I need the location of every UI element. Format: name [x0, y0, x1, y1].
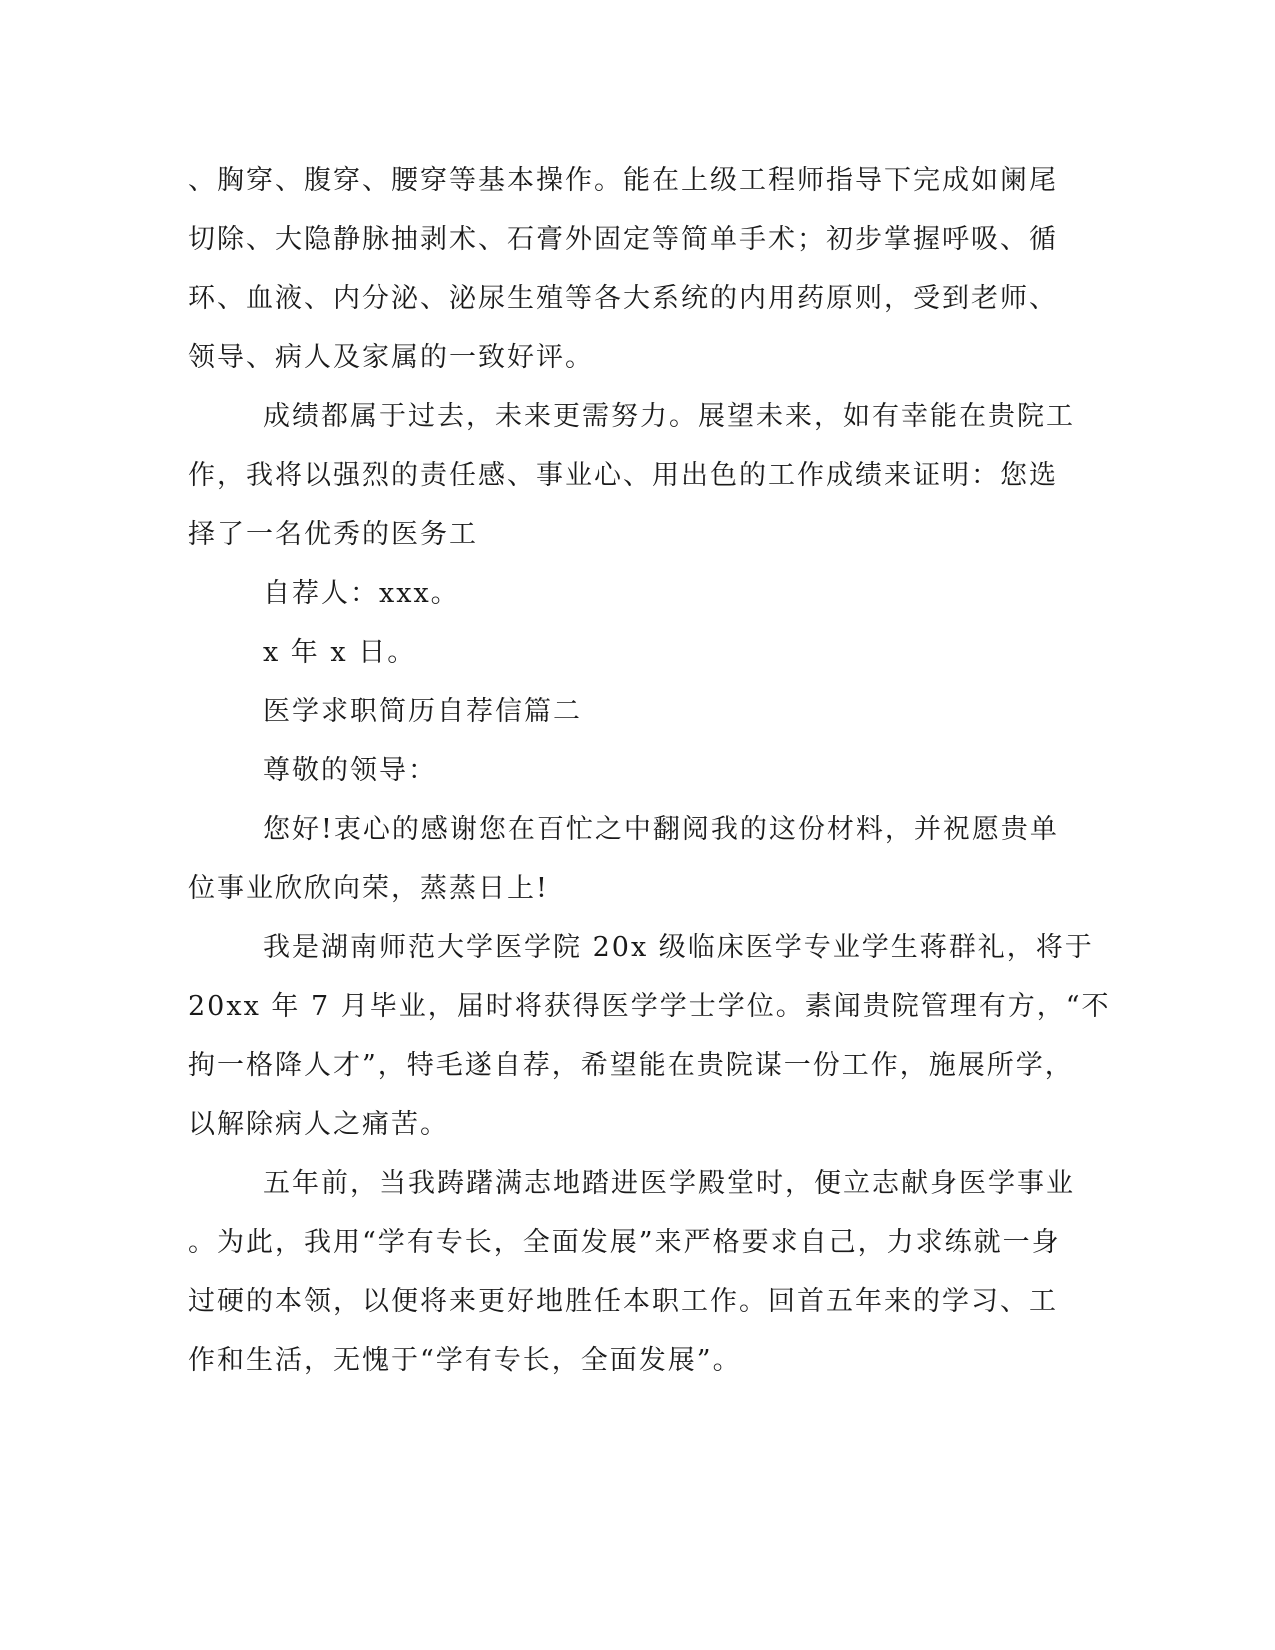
body-text-line: 过硬的本领，以便将来更好地胜任本职工作。回首五年来的学习、工: [188, 1286, 1058, 1317]
body-text-line: 20xx 年 7 月毕业，届时将获得医学学士学位。素闻贵院管理有方，“不: [188, 991, 1111, 1022]
signature-date: x 年 x 日。: [263, 637, 417, 668]
body-text-line: 择了一名优秀的医务工: [188, 519, 478, 550]
paragraph-first-line: 成绩都属于过去，未来更需努力。展望未来，如有幸能在贵院工: [263, 401, 1075, 432]
body-text-line: 领导、病人及家属的一致好评。: [188, 342, 594, 373]
body-text-line: 位事业欣欣向荣，蒸蒸日上!: [188, 873, 549, 904]
section-heading: 医学求职简历自荐信篇二: [263, 696, 582, 727]
body-text-line: 作和生活，无愧于“学有专长，全面发展”。: [188, 1345, 742, 1376]
body-text-line: 以解除病人之痛苦。: [188, 1109, 449, 1140]
body-text-line: 作，我将以强烈的责任感、事业心、用出色的工作成绩来证明：您选: [188, 460, 1058, 491]
body-text-line: 拘一格降人才”，特毛遂自荐，希望能在贵院谋一份工作，施展所学，: [188, 1050, 1074, 1081]
paragraph-first-line: 五年前，当我踌躇满志地踏进医学殿堂时，便立志献身医学事业: [263, 1168, 1075, 1199]
paragraph-first-line: 您好!衷心的感谢您在百忙之中翻阅我的这份材料，并祝愿贵单: [263, 814, 1059, 845]
salutation: 尊敬的领导：: [263, 755, 437, 786]
body-text-line: 环、血液、内分泌、泌尿生殖等各大系统的内用药原则，受到老师、: [188, 283, 1058, 314]
body-text-line: 、胸穿、腹穿、腰穿等基本操作。能在上级工程师指导下完成如阑尾: [188, 165, 1058, 196]
signature-name: 自荐人：xxx。: [263, 578, 460, 609]
paragraph-first-line: 我是湖南师范大学医学院 20x 级临床医学专业学生蒋群礼，将于: [263, 932, 1094, 963]
body-text-line: 。为此，我用“学有专长，全面发展”来严格要求自己，力求练就一身: [188, 1227, 1061, 1258]
body-text-line: 切除、大隐静脉抽剥术、石膏外固定等简单手术；初步掌握呼吸、循: [188, 224, 1058, 255]
